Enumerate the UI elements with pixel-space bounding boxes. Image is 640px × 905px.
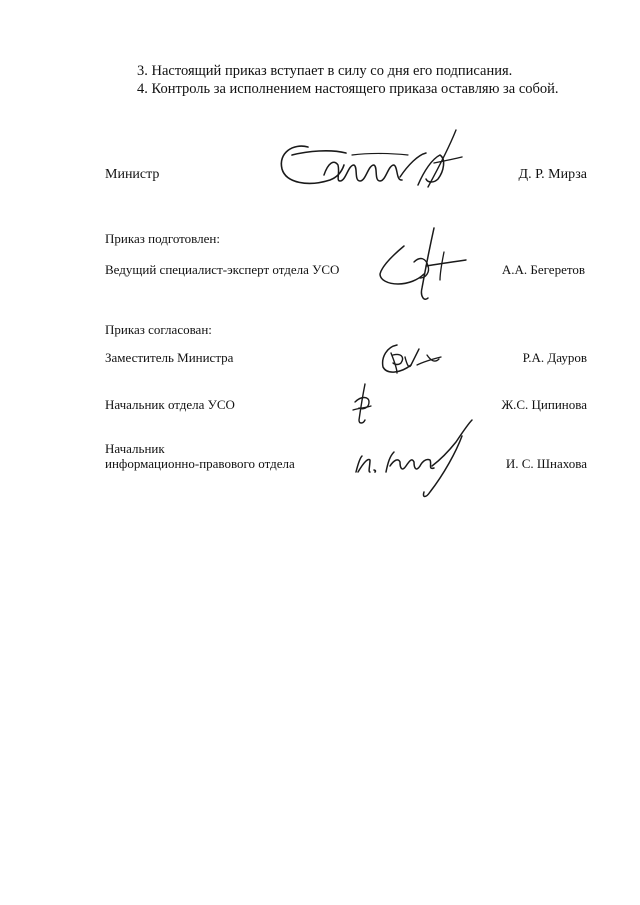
legal-head-name: И. С. Шнахова — [505, 456, 587, 471]
clause-4 — [137, 80, 559, 98]
clause-text: Контроль за исполнением настоящего приказа оставляю за собой. — [151, 81, 559, 97]
legal-head-position-line2: информационно-правового отдела — [105, 456, 295, 471]
legal-head-signature — [348, 416, 488, 501]
uso-head-position: Начальник отдела УСО — [105, 397, 235, 412]
legal-head-position-line1: Начальник — [105, 441, 165, 456]
prepared-name: А.А. Бегеретов — [501, 262, 585, 277]
approved-heading: Приказ согласован: — [105, 322, 212, 337]
minister-signature — [268, 125, 468, 205]
clause-number: 3. — [137, 63, 148, 79]
prepared-heading: Приказ подготовлен: — [105, 231, 220, 246]
prepared-signature — [368, 222, 478, 312]
clause-text: Настоящий приказ вступает в силу со дня его подписания. — [151, 63, 513, 79]
deputy-minister-name: Р.А. Дауров — [522, 350, 587, 365]
uso-head-name: Ж.С. Ципинова — [501, 397, 587, 412]
clause-number: 4. — [137, 81, 148, 97]
deputy-minister-signature — [375, 335, 455, 380]
minister-name: Д. Р. Мирза — [518, 167, 587, 182]
clause-3 — [137, 62, 512, 80]
prepared-position: Ведущий специалист-эксперт отдела УСО — [105, 262, 340, 277]
minister-title: Министр — [105, 167, 160, 182]
deputy-minister-position: Заместитель Министра — [105, 350, 234, 365]
